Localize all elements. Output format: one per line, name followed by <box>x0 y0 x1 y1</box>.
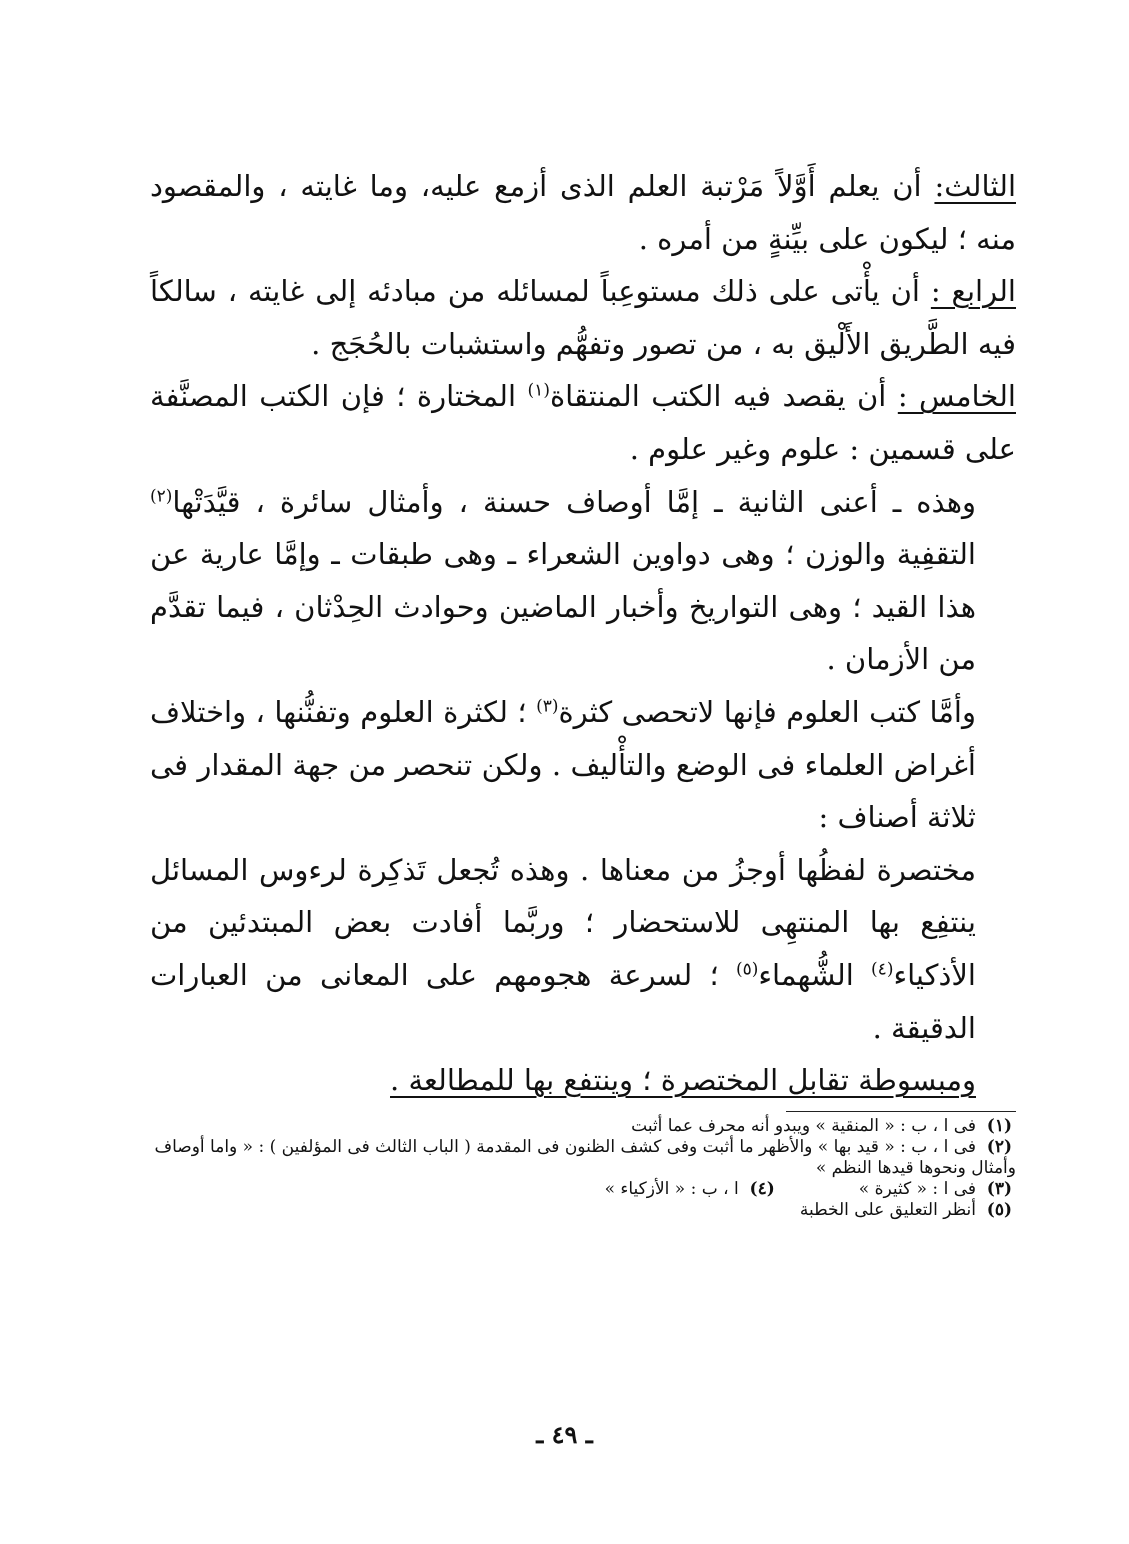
footnote-4-text: ا ، ب : « الأزكياء » <box>604 1178 739 1199</box>
paragraph-fourth <box>150 265 1016 370</box>
footnote-ref-2[interactable]: (٢) <box>150 485 173 506</box>
heading-third: الثالث: <box>934 169 1016 203</box>
page-content <box>150 160 1016 1490</box>
paragraph-third <box>150 160 1016 265</box>
paragraph-6-text-c: ؛ لسرعة هجومهم على المعانى من العبارات الدقيقة . <box>150 957 976 1045</box>
paragraph-fifth <box>150 370 1016 475</box>
paragraph-fourth-text: أن يأْتى على ذلك مستوعِباً لمسائله من مبادئه إلى غايته ، سالكاً فيه الطَّريق الأَلْيق به ، من تصور وتفهُّم واستشبات بالحُجَج . <box>150 274 1016 361</box>
footnote-5-number: (٥) <box>986 1199 1012 1220</box>
footnote-1 <box>150 1116 1016 1137</box>
paragraph-5-text-a: وأمَّا كتب العلوم فإنها لاتحصى كثرة <box>558 694 976 729</box>
footnote-3-text: فى ا : « كثيرة » <box>858 1178 976 1199</box>
footnote-5 <box>150 1200 1016 1221</box>
paragraph-abridged <box>150 844 1016 1054</box>
paragraph-7-text: ومبسوطة تقابل المختصرة ؛ وينتفع بها للمطالعة . <box>390 1063 976 1098</box>
footnote-3-4 <box>150 1179 1016 1200</box>
paragraph-books-nonscience <box>150 476 1016 686</box>
footnote-ref-3[interactable]: (٣) <box>536 696 559 717</box>
paragraph-books-science <box>150 686 1016 844</box>
paragraph-4-text-a: وهذه ـ أعنى الثانية ـ إمَّا أوصاف حسنة ، وأمثال سائرة ، قيَّدَتْها <box>172 484 976 519</box>
footnote-3-number: (٣) <box>986 1178 1012 1199</box>
paragraph-fifth-text-b: المختارة ؛ فإن الكتب المصنَّفة على قسمين : علوم وغير علوم . <box>150 379 1016 466</box>
footnote-5-text: أنظر التعليق على الخطبة <box>799 1199 976 1220</box>
page-number: ـ ٤٩ ـ <box>536 1420 593 1449</box>
paragraph-third-text: أن يعلم أَوَّلاً مَرْتبة العلم الذى أزمع عليه، وما غايته ، والمقصود منه ؛ ليكون على بيِّنةٍ من أمره . <box>150 169 1016 256</box>
footnote-2-number: (٢) <box>986 1136 1012 1157</box>
paragraph-6-text-b: الشُّهماء <box>758 957 872 992</box>
footnote-ref-5[interactable]: (٥) <box>735 959 759 980</box>
paragraph-5-text-b: ؛ لكثرة العلوم وتفنُّنها ، واختلاف أغراض العلماء فى الوضع والتأْليف . ولكن تنحصر من جهة المقدار فى ثلاثة أصناف : <box>150 694 976 835</box>
footnotes <box>150 1116 1016 1221</box>
paragraph-6-text-a: مختصرة لفظُها أوجزُ من معناها . وهذه تُجعل تَذكِرة لرءوس المسائل ينتفِع بها المنتهِى للاستحضار ؛ وربَّما أفادت بعض المبتدئين من الأذكياء <box>150 852 976 992</box>
paragraph-extended <box>150 1054 1016 1107</box>
footnote-1-text: فى ا ، ب : « المنقية » ويبدو أنه محرف عما أثبت <box>631 1115 976 1136</box>
footnote-4-number: (٤) <box>749 1178 775 1199</box>
footnote-ref-4[interactable]: (٤) <box>871 959 894 980</box>
footnote-2-text: فى ا ، ب : « قيد بها » والأظهر ما أثبت وفى كشف الظنون فى المقدمة ( الباب الثالث فى المؤلفين ) : « واما أوصاف وأمثال ونحوها قيدها النظم » <box>154 1136 1016 1178</box>
main-text <box>150 160 1016 1107</box>
heading-fifth: الخامس : <box>897 379 1016 414</box>
footnote-1-number: (١) <box>986 1115 1012 1136</box>
footnote-divider <box>786 1111 1016 1112</box>
heading-fourth: الرابع : <box>930 274 1016 309</box>
footnote-ref-1[interactable]: (١) <box>527 380 550 401</box>
footnote-2 <box>150 1137 1016 1179</box>
paragraph-fifth-text-a: أن يقصد فيه الكتب المنتقاة <box>549 379 898 414</box>
paragraph-4-text-b: التقفِية والوزن ؛ وهى دواوين الشعراء ـ وهى طبقات ـ وإمَّا عارية عن هذا القيد ؛ وهى التواريخ وأخبار الماضين وحوادث الحِدْثان ، فيما تقدَّم من الأزمان . <box>150 537 976 677</box>
